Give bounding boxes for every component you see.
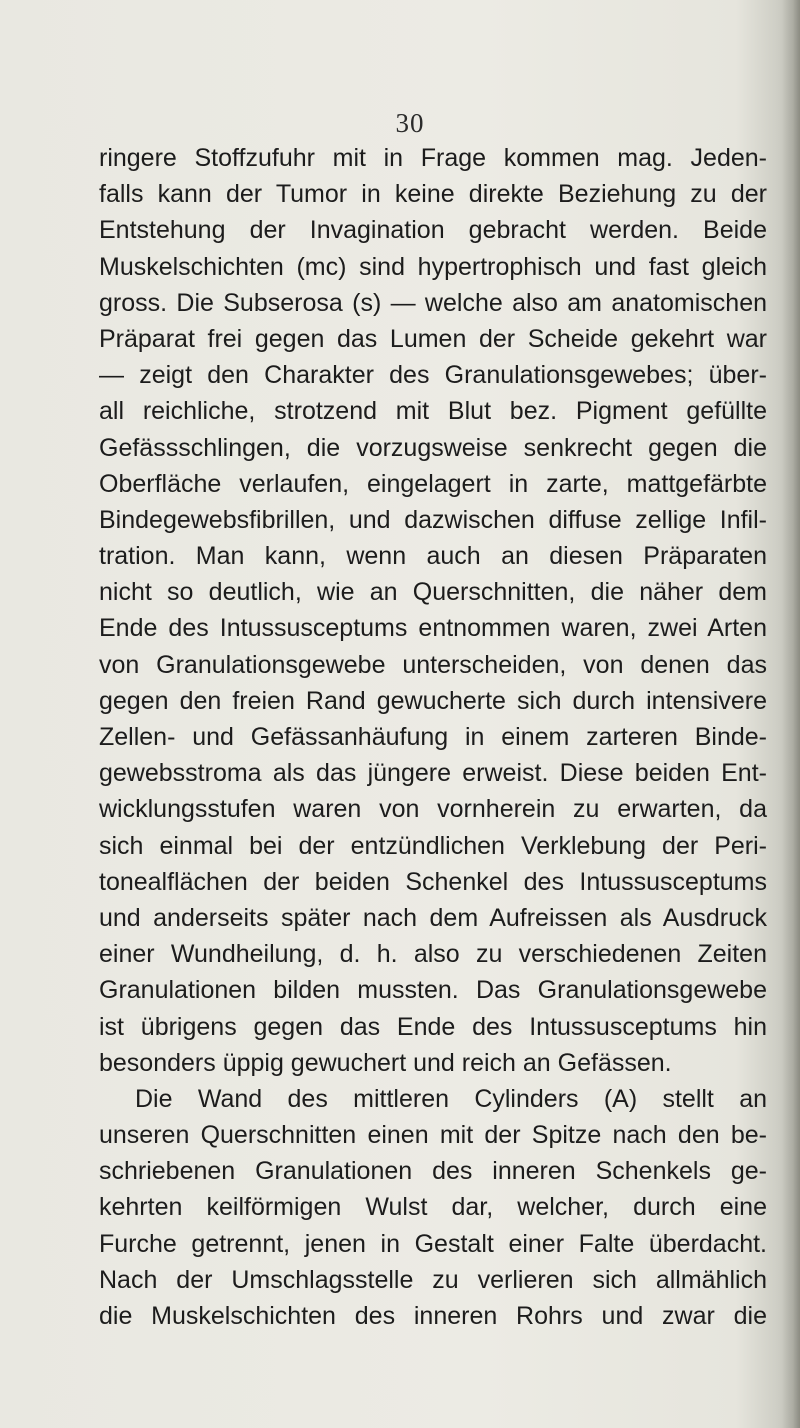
text-line: Bindegewebsfibrillen, und dazwischen diffuse zellige Infil- bbox=[99, 505, 767, 534]
text-line: tonealflächen der beiden Schenkel des Intussusceptums bbox=[99, 867, 767, 896]
text-line: all reichliche, strotzend mit Blut bez. Pigment gefüllte bbox=[99, 397, 767, 426]
text-line: falls kann der Tumor in keine direkte Beziehung zu der bbox=[99, 180, 767, 209]
text-line: schriebenen Granulationen des inneren Schenkels ge- bbox=[99, 1157, 767, 1186]
text-line: ringere Stoffzufuhr mit in Frage kommen mag. Jeden- bbox=[99, 144, 767, 172]
text-line: besonders üppig gewuchert und reich an Gefässen. bbox=[99, 1048, 672, 1077]
text-line: die Muskelschichten des inneren Rohrs und zwar die bbox=[99, 1302, 767, 1330]
text-line: unseren Querschnitten einen mit der Spitze nach den be- bbox=[99, 1121, 767, 1150]
page-number: 30 bbox=[395, 108, 425, 138]
text-line: gross. Die Subserosa (s) — welche also am anatomischen bbox=[99, 288, 767, 317]
page-edge-shadow bbox=[782, 0, 800, 1428]
text-line: von Granulationsgewebe unterscheiden, von denen das bbox=[99, 650, 767, 679]
text-line: gegen den freien Rand gewucherte sich durch intensivere bbox=[99, 686, 767, 715]
text-line: kehrten keilförmigen Wulst dar, welcher, durch eine bbox=[99, 1193, 767, 1222]
text-line: tration. Man kann, wenn auch an diesen Präparaten bbox=[99, 542, 767, 571]
text-line: Gefässschlingen, die vorzugsweise senkrecht gegen die bbox=[99, 433, 767, 462]
text-line: Ende des Intussusceptums entnommen waren, zwei Arten bbox=[99, 614, 767, 643]
text-line: einer Wundheilung, d. h. also zu verschiedenen Zeiten bbox=[99, 940, 767, 969]
text-line: sich einmal bei der entzündlichen Verklebung der Peri- bbox=[99, 831, 767, 860]
text-line: Muskelschichten (mc) sind hypertrophisch und fast gleich bbox=[99, 252, 767, 281]
text-line: — zeigt den Charakter des Granulationsgewebes; über- bbox=[99, 361, 767, 390]
text-line: ist übrigens gegen das Ende des Intussusceptums hin bbox=[99, 1012, 767, 1041]
text-line: Furche getrennt, jenen in Gestalt einer Falte überdacht. bbox=[99, 1229, 767, 1258]
text-line: Die Wand des mittleren Cylinders (A) stellt an bbox=[135, 1084, 767, 1113]
body-text bbox=[99, 140, 767, 1334]
text-line: Präparat frei gegen das Lumen der Scheide gekehrt war bbox=[99, 324, 767, 353]
text-line: Entstehung der Invagination gebracht werden. Beide bbox=[99, 216, 767, 245]
text-line: und anderseits später nach dem Aufreissen als Ausdruck bbox=[99, 903, 767, 932]
text-line: wicklungsstufen waren von vornherein zu erwarten, da bbox=[99, 795, 767, 824]
text-line: gewebsstroma als das jüngere erweist. Diese beiden Ent- bbox=[99, 759, 767, 788]
text-line: Nach der Umschlagsstelle zu verlieren sich allmählich bbox=[99, 1265, 767, 1294]
text-line: Granulationen bilden mussten. Das Granulationsgewebe bbox=[99, 976, 767, 1005]
text-line: Oberfläche verlaufen, eingelagert in zarte, mattgefärbte bbox=[99, 469, 767, 498]
text-line: nicht so deutlich, wie an Querschnitten, die näher dem bbox=[99, 578, 767, 607]
text-line: Zellen- und Gefässanhäufung in einem zarteren Binde- bbox=[99, 723, 767, 751]
